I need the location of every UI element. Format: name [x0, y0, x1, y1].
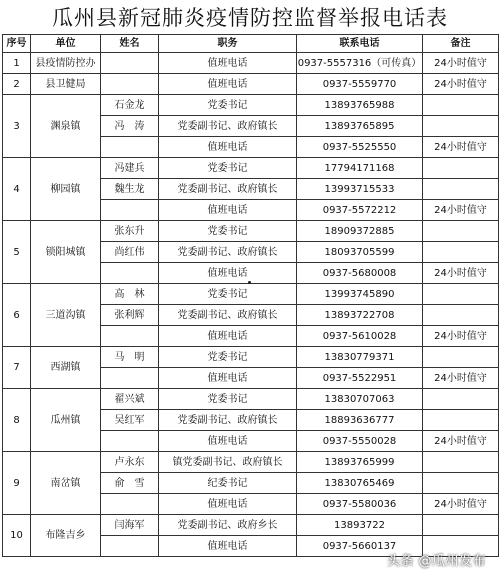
cell-no: 9	[3, 452, 31, 515]
cell-phone: 13830707063	[297, 389, 423, 410]
cell-phone: 0937-5580036	[297, 494, 423, 515]
cell-note	[423, 410, 499, 431]
header-row	[3, 35, 499, 53]
cell-phone: 18093705599	[297, 242, 423, 263]
table-row	[3, 347, 499, 368]
cell-phone: 0937-5610028	[297, 326, 423, 347]
table-row	[3, 53, 499, 74]
cell-duty: 党委副书记、政府镇长	[159, 242, 297, 263]
cell-note	[423, 158, 499, 179]
cell-note: 24小时值守	[423, 200, 499, 221]
cell-phone: 13993715533	[297, 179, 423, 200]
cell-unit: 锁阳城镇	[31, 221, 101, 284]
cell-phone: 18909372885	[297, 221, 423, 242]
cell-duty: 值班电话	[159, 263, 297, 284]
cell-phone: 0937-5525550	[297, 137, 423, 158]
cell-name	[101, 431, 159, 452]
cell-name	[101, 536, 159, 557]
cell-note: 24小时值守	[423, 137, 499, 158]
cell-name: 卢永东	[101, 452, 159, 473]
cell-note: 24小时值守	[423, 368, 499, 389]
cell-duty: 值班电话	[159, 536, 297, 557]
cell-unit: 三道沟镇	[31, 284, 101, 347]
cell-unit: 县卫健局	[31, 74, 101, 95]
cell-note: 24小时值守	[423, 74, 499, 95]
cell-name: 尚红伟	[101, 242, 159, 263]
table-row	[3, 158, 499, 179]
cell-phone: 13893722	[297, 515, 423, 536]
cell-unit: 柳园镇	[31, 158, 101, 221]
cell-phone: 0937-5557316（可传真）	[297, 53, 423, 74]
table-row	[3, 284, 499, 305]
cell-name: 马 明	[101, 347, 159, 368]
cell-duty: 值班电话	[159, 200, 297, 221]
cell-no: 5	[3, 221, 31, 284]
cell-duty: 党委书记	[159, 221, 297, 242]
cell-note	[423, 473, 499, 494]
header-duty: 职务	[159, 35, 297, 53]
cell-phone: 0937-5660137	[297, 536, 423, 557]
cell-duty: 党委副书记、政府镇长	[159, 116, 297, 137]
cell-duty: 值班电话	[159, 368, 297, 389]
cell-duty: 党委副书记、政府镇长	[159, 179, 297, 200]
cell-note: 24小时值守	[423, 263, 499, 284]
cell-name	[101, 263, 159, 284]
cell-name: 冯 涛	[101, 116, 159, 137]
cell-unit: 西湖镇	[31, 347, 101, 389]
cell-duty: 党委书记	[159, 158, 297, 179]
cell-name	[101, 53, 159, 74]
cell-name	[101, 494, 159, 515]
cell-no: 3	[3, 95, 31, 158]
cell-note	[423, 284, 499, 305]
cell-note	[423, 347, 499, 368]
cell-name: 高 林	[101, 284, 159, 305]
cell-phone: 0937-5522951	[297, 368, 423, 389]
cell-name: 冯建兵	[101, 158, 159, 179]
cell-note: 24小时值守	[423, 53, 499, 74]
table-row	[3, 389, 499, 410]
cell-duty: 值班电话	[159, 74, 297, 95]
cell-name: 魏生龙	[101, 179, 159, 200]
cell-duty: 值班电话	[159, 53, 297, 74]
cell-phone: 0937-5680008	[297, 263, 423, 284]
cell-phone: 13893765988	[297, 95, 423, 116]
stray-dot	[248, 281, 251, 284]
cell-duty: 值班电话	[159, 494, 297, 515]
cell-name	[101, 368, 159, 389]
cell-name	[101, 326, 159, 347]
cell-no: 8	[3, 389, 31, 452]
table-row	[3, 515, 499, 536]
table-row	[3, 452, 499, 473]
cell-duty: 党委书记	[159, 95, 297, 116]
cell-unit: 布隆吉乡	[31, 515, 101, 557]
cell-duty: 党委副书记、政府镇长	[159, 410, 297, 431]
header-unit: 单位	[31, 35, 101, 53]
cell-duty: 党委书记	[159, 284, 297, 305]
cell-phone: 13893722708	[297, 305, 423, 326]
page-title: 瓜州县新冠肺炎疫情防控监督举报电话表	[52, 6, 448, 30]
cell-duty: 镇党委副书记、政府镇长	[159, 452, 297, 473]
cell-note	[423, 389, 499, 410]
cell-no: 10	[3, 515, 31, 557]
cell-duty: 党委副书记、政府镇长	[159, 305, 297, 326]
cell-note	[423, 221, 499, 242]
cell-phone: 0937-5572212	[297, 200, 423, 221]
header-no: 序号	[3, 35, 31, 53]
cell-no: 4	[3, 158, 31, 221]
cell-duty: 值班电话	[159, 326, 297, 347]
cell-note	[423, 116, 499, 137]
cell-duty: 党委书记	[159, 389, 297, 410]
cell-phone: 18893636777	[297, 410, 423, 431]
cell-no: 2	[3, 74, 31, 95]
cell-note	[423, 305, 499, 326]
cell-unit: 瓜州镇	[31, 389, 101, 452]
cell-note	[423, 242, 499, 263]
cell-duty: 党委副书记、政府乡长	[159, 515, 297, 536]
cell-name: 俞 雪	[101, 473, 159, 494]
cell-note: 24小时值守	[423, 494, 499, 515]
cell-unit: 南岔镇	[31, 452, 101, 515]
cell-duty: 纪委书记	[159, 473, 297, 494]
cell-phone: 17794171168	[297, 158, 423, 179]
cell-name: 张利辉	[101, 305, 159, 326]
header-phone: 联系电话	[297, 35, 423, 53]
cell-name: 闫海军	[101, 515, 159, 536]
cell-name: 翟兴斌	[101, 389, 159, 410]
cell-name: 吴红军	[101, 410, 159, 431]
cell-phone: 0937-5559770	[297, 74, 423, 95]
cell-note: 24小时值守	[423, 431, 499, 452]
cell-unit: 渊泉镇	[31, 95, 101, 158]
cell-note	[423, 452, 499, 473]
cell-no: 7	[3, 347, 31, 389]
cell-no: 1	[3, 53, 31, 74]
table-row	[3, 221, 499, 242]
cell-phone: 0937-5550028	[297, 431, 423, 452]
cell-phone: 13893765895	[297, 116, 423, 137]
cell-phone: 13830779371	[297, 347, 423, 368]
cell-duty: 党委书记	[159, 347, 297, 368]
cell-note	[423, 95, 499, 116]
cell-no: 6	[3, 284, 31, 347]
cell-phone: 13993745890	[297, 284, 423, 305]
table-row	[3, 95, 499, 116]
cell-name	[101, 137, 159, 158]
cell-phone: 13893765999	[297, 452, 423, 473]
cell-note	[423, 179, 499, 200]
cell-duty: 值班电话	[159, 431, 297, 452]
table-body	[3, 53, 499, 557]
cell-note: 24小时值守	[423, 326, 499, 347]
cell-note	[423, 515, 499, 536]
cell-unit: 县疫情防控办	[31, 53, 101, 74]
table-row	[3, 74, 499, 95]
cell-name	[101, 200, 159, 221]
watermark: 头条 @瓜州发布	[386, 554, 486, 569]
cell-name: 张东升	[101, 221, 159, 242]
cell-name	[101, 74, 159, 95]
cell-name: 石金龙	[101, 95, 159, 116]
phone-table	[2, 34, 499, 557]
header-note: 备注	[423, 35, 499, 53]
cell-duty: 值班电话	[159, 137, 297, 158]
cell-phone: 13830765469	[297, 473, 423, 494]
header-name: 姓名	[101, 35, 159, 53]
